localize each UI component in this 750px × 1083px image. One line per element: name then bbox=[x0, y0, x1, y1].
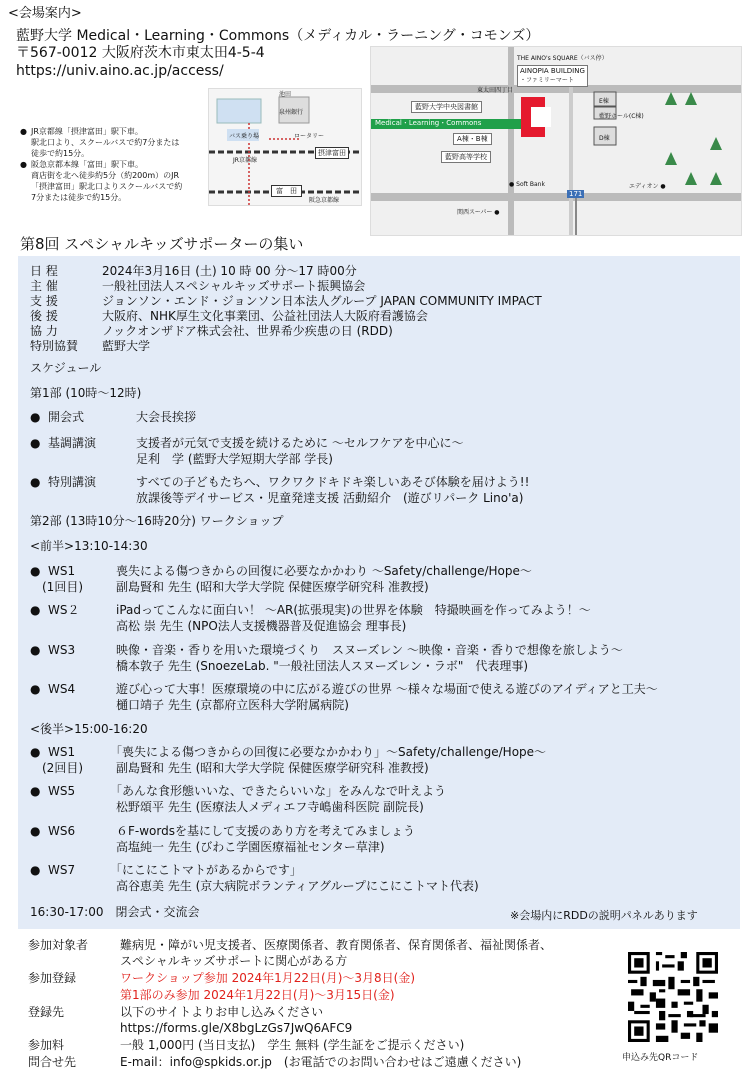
fee-value: 一般 1,000円 (当日支払) 学生 無料 (学生証をご提示ください) bbox=[120, 1038, 465, 1052]
ws-label: WS1 bbox=[48, 564, 76, 578]
map-label: ● Soft Bank bbox=[509, 181, 545, 188]
bullet-icon: ● bbox=[30, 682, 41, 696]
item-line: 放課後等デイサービス・児童発達支援 活動紹介 (遊びリパーク Lino'a) bbox=[136, 491, 524, 505]
map-label: ・ファミリーマート bbox=[520, 77, 574, 84]
ainopia-label bbox=[517, 65, 588, 87]
dest-line: 以下のサイトよりお申し込みください bbox=[120, 1005, 324, 1019]
info-label: 日 程 bbox=[30, 264, 58, 278]
ws-label: WS3 bbox=[48, 643, 76, 657]
direction-line: 駅北口より、スクールバスで約7分または bbox=[30, 138, 180, 147]
map-label: THE AINO's SQUARE（バス停） bbox=[517, 55, 608, 62]
bullet-icon: ● bbox=[30, 863, 41, 877]
bullet-icon: ● bbox=[30, 410, 41, 424]
bullet-icon: ● bbox=[30, 745, 41, 759]
info-label: 協 力 bbox=[30, 324, 58, 338]
ws-line: 映像・音楽・香りを用いた環境づくり スヌーズレン ～映像・音楽・香りで想像を旅しよう～ bbox=[116, 643, 623, 657]
ws-line: 高谷恵美 先生 (京大病院ボランティアグループにこにこトマト代表) bbox=[116, 879, 479, 893]
ws-line: 橋本敦子 先生 (SnoezeLab. "一般社団法人スヌーズレン・ラボ" 代表理事) bbox=[116, 659, 529, 673]
item-line: 足利 学 (藍野大学短期大学部 学長) bbox=[136, 452, 333, 466]
info-label: 主 催 bbox=[30, 279, 58, 293]
direction-jr bbox=[20, 126, 205, 159]
qr-code-graphic bbox=[628, 952, 718, 1042]
directions bbox=[20, 126, 205, 203]
ws-line: ６F-wordsを基にして支援のあり方を考えてみましょう bbox=[116, 824, 415, 838]
reg-line: 第1部のみ参加 2024年1月22日(月)～3月15日(金) bbox=[120, 988, 395, 1002]
map-label: 摂津富田 bbox=[315, 147, 349, 159]
map-label: AINOPIA BUILDING bbox=[520, 67, 585, 75]
contact-value[interactable]: E-mail：info@spkids.or.jp (お電話でのお問い合わせはご遠慮ください) bbox=[120, 1055, 522, 1069]
first-half-heading: <前半>13:10-14:30 bbox=[30, 539, 148, 553]
bullet-icon: ● bbox=[30, 784, 41, 798]
ws-line: 副島賢和 先生 (昭和大学大学院 保健医療学研究科 准教授) bbox=[116, 580, 429, 594]
map-label: Medical・Learning・Commons bbox=[375, 119, 482, 127]
direction-line: 商店街を北へ徒歩約5分（約200m）のJR bbox=[30, 171, 180, 180]
info-row bbox=[30, 279, 542, 294]
info-value: ノックオンザドア株式会社、世界希少疾患の日 (RDD) bbox=[102, 324, 393, 338]
item-label: 開会式 bbox=[48, 410, 85, 424]
map-label: ロータリー bbox=[294, 133, 325, 140]
reg-label: 参加登録 bbox=[28, 971, 77, 985]
ws-label: WS２ bbox=[48, 603, 80, 617]
item-line: すべての子どもたちへ、ワクワクドキドキ楽しいあそび体験を届けよう!! bbox=[136, 475, 530, 489]
item-line: 大会長挨拶 bbox=[136, 410, 197, 424]
item-line: 支援者が元気で支援を続けるために ～セルフケアを中心に～ bbox=[136, 436, 464, 450]
campus-map bbox=[370, 46, 742, 236]
ws-line: 松野頌平 先生 (医療法人メディエフ寺嶋歯科医院 副院長) bbox=[116, 800, 424, 814]
qr-code[interactable] bbox=[628, 952, 718, 1042]
registration-link[interactable]: https://forms.gle/X8bgLzGs7JwQ6AFC9 bbox=[120, 1021, 353, 1035]
bullet-icon: ● bbox=[30, 564, 41, 578]
route-sign: 171 bbox=[569, 190, 583, 198]
info-label: 後 援 bbox=[30, 309, 58, 323]
map-label: D棟 bbox=[599, 135, 610, 142]
target-label: 参加対象者 bbox=[28, 938, 89, 952]
ws-line: 「あんな食形態いいな、できたらいいな」をみんなで叶えよう bbox=[110, 784, 447, 798]
map-label: 藍野高等学校 bbox=[441, 151, 491, 163]
target-line: 難病児・障がい児支援者、医療関係者、教育関係者、保育関係者、福祉関係者、 bbox=[120, 938, 553, 952]
info-row bbox=[30, 339, 542, 354]
map-label: 藍野大学中央図書館 bbox=[411, 101, 482, 113]
venue-name: 藍野大学 Medical・Learning・Commons（メディカル・ラーニング・コモンズ） bbox=[16, 28, 540, 44]
item-label: 特別講演 bbox=[48, 475, 97, 489]
ws-line: 「にこにこトマトがあるからです」 bbox=[110, 863, 302, 877]
ws-line: iPadってこんなに面白い！ ～AR(拡張現実)の世界を体験 特撮映画を作ってみよう！～ bbox=[116, 603, 591, 617]
map-label: E棟 bbox=[599, 98, 609, 105]
bullet-icon: ● bbox=[30, 643, 41, 657]
map-label: 藍野ホール(C棟) bbox=[599, 113, 644, 120]
part2-heading: 第2部 (13時10分～16時20分) ワークショップ bbox=[30, 514, 284, 528]
info-row bbox=[30, 264, 542, 279]
map-label: 東太田四丁目 bbox=[477, 87, 514, 94]
ws-line: 「喪失による傷つきからの回復に必要なかかわり」～Safety/challenge/Hope～ bbox=[110, 745, 547, 759]
ws-label: WS1 bbox=[48, 745, 76, 759]
target-line: スペシャルキッズサポートに関心がある方 bbox=[120, 954, 348, 968]
fee-label: 参加料 bbox=[28, 1038, 65, 1052]
ws-line: 遊び心って大事！医療環境の中に広がる遊びの世界 ～様々な場面で使える遊びのアイディアと工夫～ bbox=[116, 682, 658, 696]
map-label: 富 田 bbox=[271, 185, 302, 197]
map-label: A棟・B棟 bbox=[453, 133, 492, 145]
schedule-label: スケジュール bbox=[30, 361, 102, 375]
map-label: バス乗り場 bbox=[229, 133, 260, 140]
ws-line: 樋口靖子 先生 (京都府立医科大学附属病院) bbox=[116, 698, 349, 712]
map-label: 関西スーパー ● bbox=[457, 209, 500, 216]
bullet-icon: ● bbox=[20, 160, 27, 169]
direction-line: JR京都線「摂津富田」駅下車。 bbox=[30, 127, 143, 136]
direction-hankyu bbox=[20, 159, 205, 203]
part1-heading: 第1部 (10時～12時) bbox=[30, 386, 142, 400]
bullet-icon: ● bbox=[30, 475, 41, 489]
info-label: 支 援 bbox=[30, 294, 58, 308]
info-label: 特別協賛 bbox=[30, 339, 79, 353]
qr-caption: 申込み先QRコード bbox=[622, 1053, 699, 1063]
ws-label: WS6 bbox=[48, 824, 76, 838]
ws-label: WS7 bbox=[48, 863, 76, 877]
ws-line: 喪失による傷つきからの回復に必要なかかわり ～Safety/challenge/Hope～ bbox=[116, 564, 532, 578]
event-info bbox=[30, 264, 542, 354]
ws-label: WS5 bbox=[48, 784, 76, 798]
bullet-icon: ● bbox=[30, 603, 41, 617]
closing: 16:30-17:00 閉会式・交流会 bbox=[30, 905, 200, 919]
direction-line: 7分または徒歩で約15分。 bbox=[30, 193, 127, 202]
info-row bbox=[30, 309, 542, 324]
venue-header: <会場案内> bbox=[8, 6, 82, 21]
dest-label: 登録先 bbox=[28, 1005, 65, 1019]
bullet-icon: ● bbox=[30, 824, 41, 838]
reg-line: ワークショップ参加 2024年1月22日(月)～3月8日(金) bbox=[120, 971, 416, 985]
small-map bbox=[208, 88, 362, 206]
bullet-icon: ● bbox=[20, 127, 27, 136]
info-value: 大阪府、NHK厚生文化事業団、公益社団法人大阪府看護協会 bbox=[102, 309, 428, 323]
second-half-heading: <後半>15:00-16:20 bbox=[30, 722, 148, 736]
ws-line: 高塩純一 先生 (びわこ学園医療福祉センター草津) bbox=[116, 840, 385, 854]
info-row bbox=[30, 294, 542, 309]
bullet-icon: ● bbox=[30, 436, 41, 450]
info-value: 一般社団法人スペシャルキッズサポート振興協会 bbox=[102, 279, 366, 293]
ws-sub: (2回目) bbox=[42, 761, 83, 775]
info-row bbox=[30, 324, 542, 339]
direction-line: 阪急京都本線「富田」駅下車。 bbox=[30, 160, 143, 169]
direction-line: 徒歩で約15分。 bbox=[30, 149, 90, 158]
map-label: JR京都線 bbox=[233, 157, 257, 164]
ws-line: 高松 崇 先生 (NPO法人支援機器普及促進協会 理事長) bbox=[116, 619, 407, 633]
info-value: 2024年3月16日 (土) 10 時 00 分～17 時00分 bbox=[102, 264, 357, 278]
venue-address: 〒567-0012 大阪府茨木市東太田4-5-4 bbox=[16, 45, 265, 61]
venue-url[interactable]: https://univ.aino.ac.jp/access/ bbox=[16, 63, 224, 79]
rdd-note: ※会場内にRDDの説明パネルあります bbox=[510, 909, 698, 922]
contact-label: 問合せ先 bbox=[28, 1055, 77, 1069]
map-label: 阪急京都線 bbox=[309, 197, 340, 204]
ws-label: WS4 bbox=[48, 682, 76, 696]
map-label: 池田 bbox=[279, 91, 292, 98]
map-label: 泉州銀行 bbox=[279, 109, 304, 116]
info-value: ジョンソン・エンド・ジョンソン日本法人グループ JAPAN COMMUNITY IMPACT bbox=[102, 294, 542, 308]
ws-line: 副島賢和 先生 (昭和大学大学院 保健医療学研究科 准教授) bbox=[116, 761, 429, 775]
item-label: 基調講演 bbox=[48, 436, 97, 450]
info-value: 藍野大学 bbox=[102, 339, 151, 353]
ws-sub: (1回目) bbox=[42, 580, 83, 594]
direction-line: 「摂津富田」駅北口よりスクールバスで約 bbox=[30, 182, 183, 191]
event-title: 第8回 スペシャルキッズサポーターの集い bbox=[20, 235, 304, 253]
map-label: エディオン ● bbox=[629, 183, 666, 190]
